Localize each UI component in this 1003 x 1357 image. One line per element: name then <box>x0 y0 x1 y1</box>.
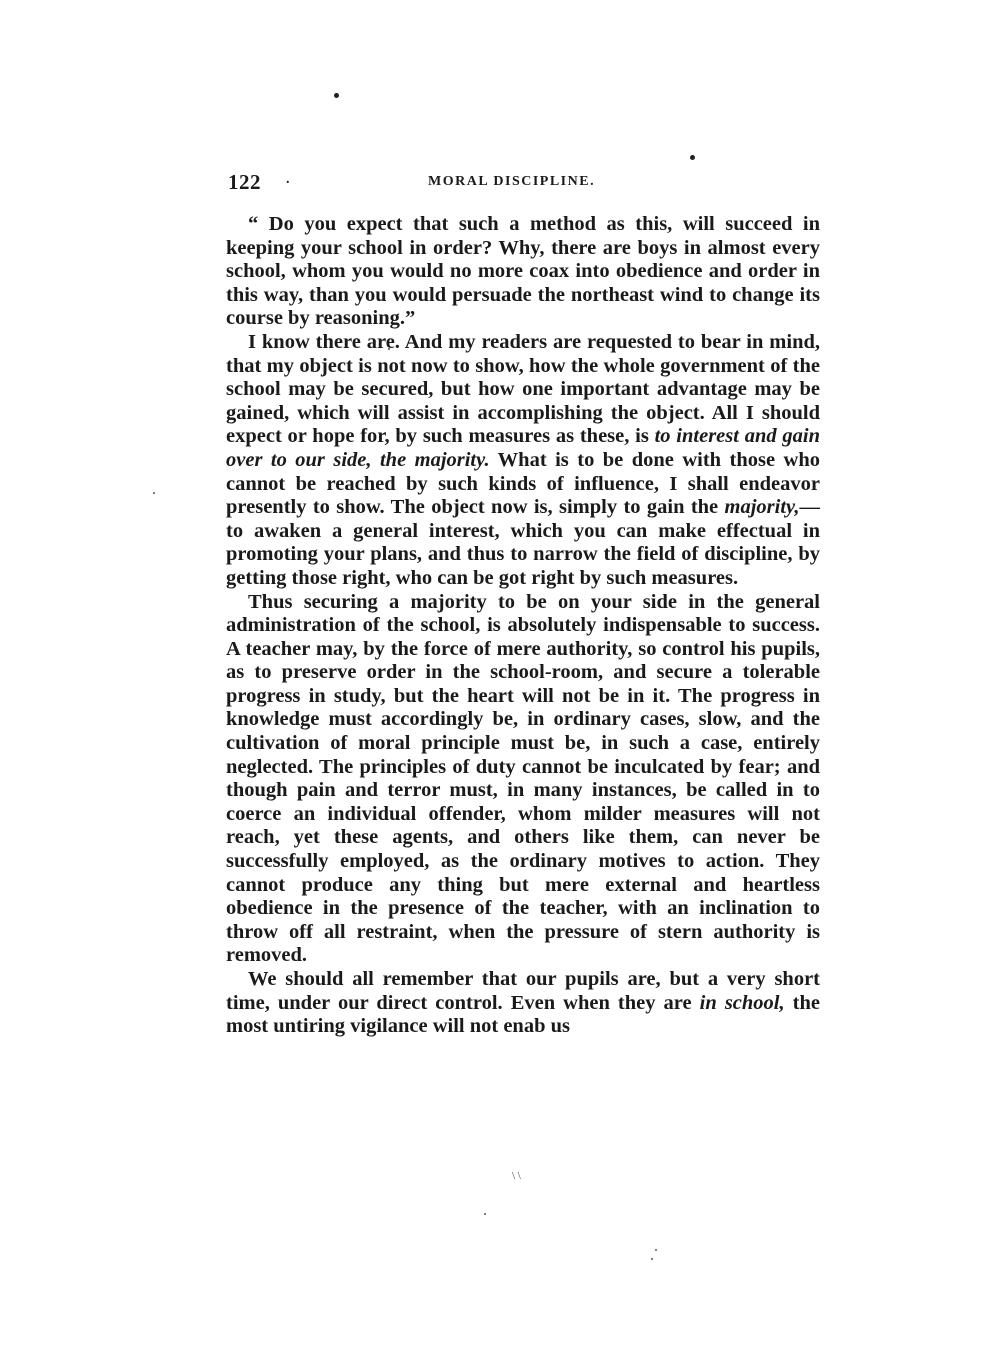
ink-speck <box>651 1258 653 1260</box>
italic-phrase: in school, <box>699 991 785 1014</box>
italic-phrase: to interest and gain over to our side, the majority. <box>226 425 820 471</box>
paragraph-text: us <box>545 1015 570 1038</box>
paragraph-majority <box>226 331 820 591</box>
paragraph-quote <box>226 213 820 331</box>
head-dot: . <box>286 172 290 187</box>
paragraph-authority <box>226 591 820 969</box>
italic-phrase: majority, <box>724 496 800 519</box>
page-number: 122 <box>228 170 261 194</box>
running-head <box>228 170 818 194</box>
ink-speck <box>153 492 155 494</box>
ink-speck <box>690 155 695 160</box>
paragraph-text: —to awaken a general interest, which you can make effectual in promoting your plans, and thus to narrow the field of discipline, by getting those right, who can be got right by such measures. <box>226 496 820 589</box>
paragraph-text: the most untiring vigilance will not enab <box>226 991 820 1038</box>
paragraph-text: Thus securing a majority to be on your side in the general administration of the school, is absolutely indispensable to success. A teacher may, by the force of mere authority, so control his pupils, as to preserve order in the school-room, and secure a tolerable progress in study, but the heart will not be in it. The progress in knowledge must accordingly be, in ordinary cases, slow, and the cultivation of moral principle must be, in such a case, entirely neglected. The principles of duty cannot be inculcated by fear; and though pain and terror must, in many instances, be called in to coerce an individual offender, whom milder measures will not reach, yet these agents, and others like them, can never be successfully employed, as the ordinary motives to action. They cannot produce any thing but mere external and heartless obedience in the presence of the teacher, with an inclination to throw off all restraint, when the pressure of stern authority is removed. <box>226 590 820 967</box>
body-text <box>226 213 820 1039</box>
ink-speck <box>484 1213 486 1215</box>
running-title: MORAL DISCIPLINE. <box>428 174 596 189</box>
paragraph-text: “ Do you expect that such a method as this, will succeed in keeping your school in order? Why, there are boys in almost every school, whom you would no more coax into obedience and order in this way, than you would persuade the northeast wind to change its course by reasoning.” <box>226 213 820 330</box>
ink-speck <box>334 93 339 98</box>
signature-mark: \ \ <box>512 1170 521 1182</box>
paragraph-control <box>226 968 820 1039</box>
paragraph-text: What is to be done with those who cannot be reached by such kinds of influence, I shall endeavor presently to show. The object now is, simply to gain the <box>226 448 820 519</box>
ink-speck <box>655 1249 657 1251</box>
paragraph-text: I know there are. And my readers are requested to bear in mind, that my object is not now to show, how the whole government of the school may be secured, but how one important advantage may be gained, which will assist in accomplishing the object. All I should expect or hope for, by such measures as these, is <box>226 330 820 448</box>
paragraph-text: We should all remember that our pupils are, but a very short time, under our direct control. Even when they are <box>226 968 820 1014</box>
